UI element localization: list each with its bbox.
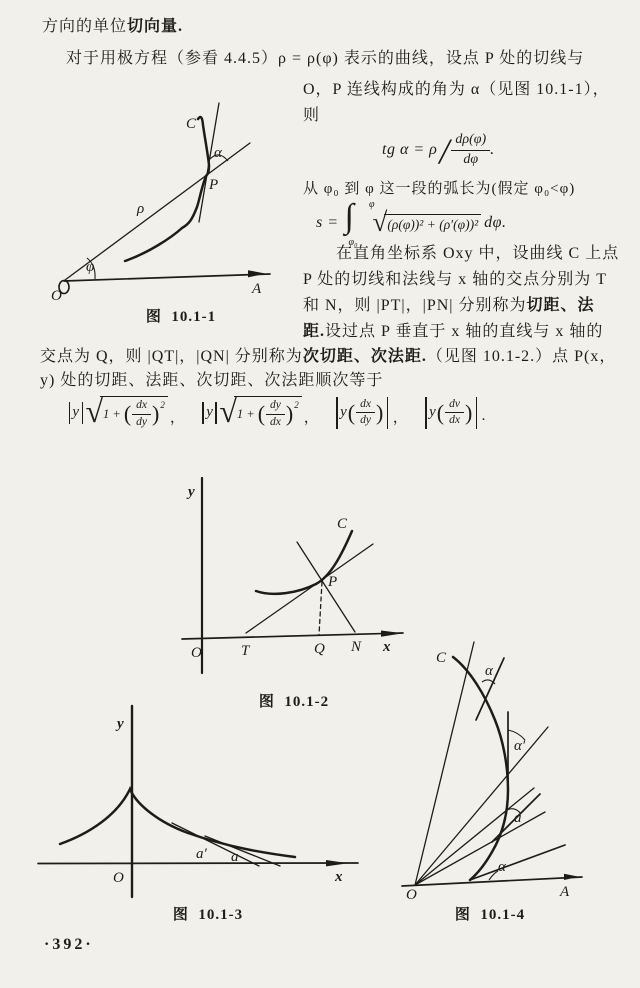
alpha-top-label: α [485,663,493,679]
axis-arrowhead-icon [564,874,579,880]
origin-label: O [113,870,124,886]
full-line-1 [40,345,616,369]
tg-period: . [490,141,495,158]
figure-10-1-1 [38,95,290,307]
x-axis-arrowhead-icon [326,860,348,866]
para2-line-3-text: 和 N，则 |PT|，|PN| 分别称为 [303,297,527,314]
radical-sign: √ [85,393,104,429]
tg-numerator: dρ(φ) [451,132,490,150]
full-line-2: y) 处的切距、法距、次切距、次法距顺次等于 [40,372,384,389]
para2-line-3 [303,294,595,318]
f3-fraction [356,398,375,427]
abs-bar [476,397,477,429]
point-t-label: T [241,643,250,659]
integral-lower-limit: φ₀ [348,237,358,248]
x-axis-label: x [383,639,391,655]
figure-10-1-4-caption: 图 10.1-4 [454,907,526,923]
f2-radicand [234,396,302,428]
full-line-1-bold: 次切距、次法距. [302,348,427,365]
abs-bar [425,397,426,429]
origin-label: O [406,887,417,903]
curve-c [125,117,209,261]
left-paren: ( [257,401,266,426]
f3-separator: ， [392,410,408,426]
tangent-angle-formula [382,129,495,171]
point-a-label: A [560,884,570,900]
abs-bar [336,397,337,429]
polar-axis [402,877,582,886]
figure-10-1-2-caption: 图 10.1-2 [258,694,330,710]
integral [341,198,375,248]
point-n-label: N [351,639,362,655]
x-axis-label: x [335,869,343,885]
curve [60,789,295,857]
ordinate-dashed-line [319,582,322,635]
f4-den: dx [449,414,460,426]
curve-c-label: C [337,516,348,532]
arc-tail: dφ. [484,214,507,231]
x-axis [38,863,358,864]
para2-line-3-bold: 切距、法 [526,297,595,314]
figure-10-1-2 [153,458,415,688]
rho-label: ρ [137,201,145,217]
alpha-bottom-label: α [498,859,506,875]
f2-num: dy [266,399,285,414]
arc-length-formula [316,198,507,248]
f1-fraction [132,399,151,428]
right-paren: ) [152,401,160,426]
f1-num: dx [132,399,151,414]
subtangent-length-formula [66,394,187,431]
intro-line-1 [42,15,183,39]
intro-line-1-bold: 切向量. [127,18,184,35]
f2-den: dx [270,415,281,428]
abs-bar [387,397,388,429]
figure-10-1-3-caption: 图 10.1-3 [172,907,244,923]
intro-line-2: 对于用极方程（参看 4.4.5）ρ = ρ(φ) 表示的曲线，设点 P 处的切线与 [66,50,585,67]
phi-label: φ [86,259,95,275]
right-paren: ) [285,401,294,426]
f4-var: y [429,404,436,420]
normal-length-formula [200,394,321,431]
left-paren: ( [436,399,445,425]
figure-10-1-1-caption: 图 10.1-1 [145,309,217,325]
division-slash: / [439,131,450,171]
y-axis-label: y [188,484,195,500]
subnormal-formula [423,397,488,429]
integral-upper-limit: φ [368,199,375,210]
intro-line-1-text: 方向的单位 [42,18,128,35]
right-line-1: O，P 连线构成的角为 α（见图 10.1-1）， [303,81,610,98]
abs-bar [215,402,216,424]
arc-radicand: (ρ(φ))² + (ρ′(φ))² [384,214,481,233]
para2-line-4-bold: 距. [303,323,326,340]
y-axis-label: y [117,716,124,732]
arc-length-intro: 从 φ₀ 到 φ 这一段的弧长为(假定 φ₀<φ) [303,181,576,197]
origin-label: O [191,645,202,661]
radical-sign: √ [219,393,237,429]
f2-one-plus: 1 + [236,406,255,421]
f2-var: y [206,404,213,420]
left-paren: ( [347,399,356,425]
x-axis [182,633,403,639]
point-p-label: P [209,177,219,193]
right-paren: ) [464,399,473,425]
full-line-1-a: 交点为 Q，则 |QT|，|QN| 分别称为 [40,348,303,365]
tangent-line-2 [205,836,280,866]
f3-den: dy [360,414,371,426]
point-p-label: P [328,574,338,590]
right-line-2: 则 [303,107,321,124]
f1-exponent: 2 [160,400,165,410]
f1-one-plus: 1 + [103,406,121,421]
distance-formulas-row [66,394,500,431]
angle-a-label: a [231,849,239,865]
f1-radicand [100,396,168,428]
left-paren: ( [123,401,132,426]
tg-lhs: tg α = ρ [382,141,438,158]
f3-num: dx [356,398,375,413]
curve-c [256,531,352,594]
alpha-label: α [214,145,222,161]
figure-10-1-4 [388,628,640,903]
subtangent-formula [334,397,410,429]
angle-a-label: a [514,810,522,826]
f1-var: y [72,404,80,420]
alpha-prime-label: α′ [514,738,526,754]
page-number: ·392· [44,936,94,953]
curve-c-label: C [186,116,197,132]
tg-fraction [451,132,490,167]
f1-separator: ， [169,410,185,426]
para2-line-1: 在直角坐标系 Oxy 中，设曲线 C 上点 [336,245,620,262]
figure-10-1-3 [33,700,365,900]
full-line-1-c: （见图 10.1-2.）点 P(x， [426,348,617,365]
f4-separator: . [481,408,486,424]
point-a-label: A [252,281,262,297]
abs-bar [202,402,203,424]
tangent-line-1 [172,823,259,866]
f2-fraction [266,399,285,428]
ray-3 [415,788,534,885]
para2-line-4 [303,320,603,344]
angle-a-prime-label: a′ [196,846,207,862]
radical-sign: √ [372,206,388,237]
abs-bar [82,402,83,424]
f2-exponent: 2 [294,400,299,410]
f4-num: dv [445,398,464,413]
point-q-label: Q [314,641,325,657]
abs-bar [69,402,70,424]
axis-arrowhead-icon [248,270,266,277]
para2-line-4-text: 设过点 P 垂直于 x 轴的直线与 x 轴的 [325,323,604,340]
f3-var: y [340,404,347,420]
tangent-line [246,544,373,633]
arc-lhs: s = [316,214,339,231]
ray-4 [415,812,545,885]
curve-c-label: C [436,650,447,666]
integral-sign: ∫ [344,198,354,235]
para2-line-2: P 处的切线和法线与 x 轴的交点分别为 T [303,271,608,288]
f2-separator: ， [303,410,319,426]
f4-fraction [445,398,464,427]
tg-denominator: dφ [463,151,479,167]
ray-1 [415,642,474,885]
f1-den: dy [136,415,148,428]
right-paren: ) [375,399,384,425]
normal-line [297,542,355,632]
origin-label: O [51,288,62,304]
